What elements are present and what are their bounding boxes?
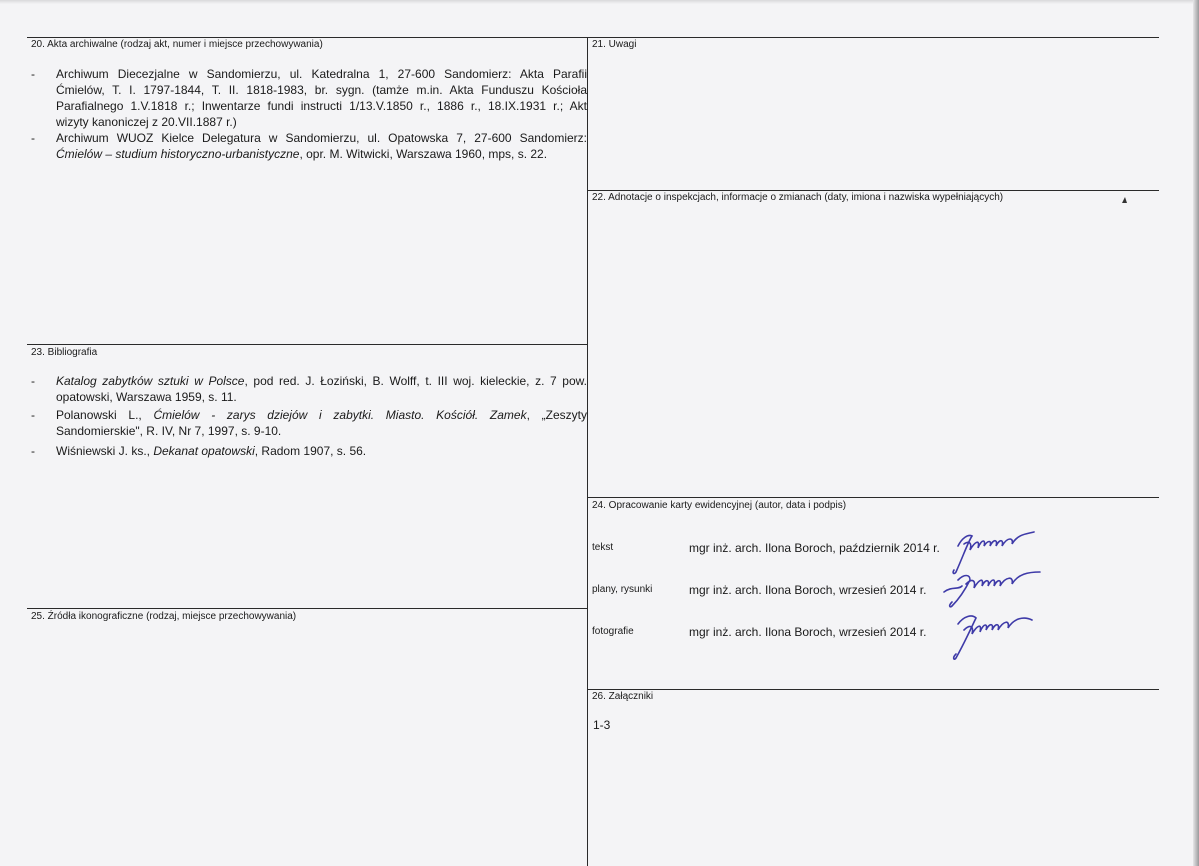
row-value-plans: mgr inż. arch. Ilona Boroch, wrzesień 2014 r. [689, 583, 927, 597]
archive-item-2 [31, 130, 587, 162]
scan-speck-mark [1121, 196, 1129, 204]
bullet-dash: - [31, 374, 35, 388]
row-value-photos: mgr inż. arch. Ilona Boroch, wrzesień 2014 r. [689, 625, 927, 639]
bullet-dash: - [31, 131, 35, 145]
bibliography-item-2-journal: , „Zeszyty [526, 408, 587, 422]
bibliography-item-1-details: , pod red. J. Łoziński, B. Wolff, t. III woj. kieleckie, z. 7 pow. [244, 374, 587, 388]
archive-item-2-line-2 [56, 146, 587, 162]
rule-25 [27, 608, 588, 609]
rule-22 [587, 190, 1159, 191]
archive-item-2-title: Ćmielów – studium historyczno-urbanistyczne [56, 147, 300, 161]
row-label-photos: fotografie [592, 626, 634, 637]
signature-2 [936, 566, 1048, 610]
bullet-dash: - [31, 444, 35, 458]
bibliography-item-3-line-1 [56, 443, 587, 459]
row-label-text: tekst [592, 542, 614, 553]
bullet-dash: - [31, 408, 35, 422]
section-25-heading: 25. Źródła ikonograficzne (rodzaj, miejsce przechowywania) [31, 611, 297, 622]
bibliography-item-3 [31, 443, 587, 459]
bibliography-item-1-line-1 [56, 373, 587, 389]
bibliography-item-3-details: , Radom 1907, s. 56. [254, 444, 367, 458]
bibliography-item-1-title: Katalog zabytków sztuki w Polsce [56, 374, 245, 388]
scan-top-edge [0, 0, 1199, 4]
bibliography-item-2-line-2: Sandomierskie", R. IV, Nr 7, 1997, s. 9-10. [56, 424, 282, 438]
bibliography-item-2-title: Ćmielów - zarys dziejów i zabytki. Miasto. Kościół. Zamek [153, 408, 527, 422]
archive-item-1 [31, 66, 587, 130]
bullet-dash: - [31, 67, 35, 81]
bibliography-item-3-title: Dekanat opatowski [153, 444, 255, 458]
row-value-text: mgr inż. arch. Ilona Boroch, październik 2014 r. [689, 541, 940, 555]
archive-item-1-line-3: Parafialnego 1.V.1818 r.; Inwentarze fundi instructi 1/13.V.1850 r., 1886 r., 18.IX.1931 r.; Akt [56, 99, 587, 113]
section-23-heading: 23. Bibliografia [31, 347, 98, 358]
archive-item-2-line-1: Archiwum WUOZ Kielce Delegatura w Sandomierzu, ul. Opatowska 7, 27-600 Sandomierz: [56, 131, 587, 145]
rule-24 [587, 497, 1159, 498]
row-label-plans: plany, rysunki [592, 584, 653, 595]
section-22-heading: 22. Adnotacje o inspekcjach, informacje o zmianach (daty, imiona i nazwiska wypełniających) [592, 192, 1004, 203]
bibliography-item-1-line-2: opatowski, Warszawa 1959, s. 11. [56, 390, 237, 404]
section-21-heading: 21. Uwagi [592, 39, 637, 50]
section-20-heading: 20. Akta archiwalne (rodzaj akt, numer i miejsce przechowywania) [31, 39, 323, 50]
section-26-heading: 26. Załączniki [592, 691, 654, 702]
rule-23 [27, 344, 588, 345]
bibliography-item-2-author: Polanowski L., [56, 408, 154, 422]
archive-item-1-line-2: Ćmielów, T. I. 1797-1844, T. II. 1818-1983, br. sygn. (tamże m.in. Akta Funduszu Kościoła [56, 83, 587, 97]
attachments-value: 1-3 [593, 718, 611, 732]
bibliography-item-2-line-1 [56, 407, 587, 423]
archive-item-1-line-4: wizyty kanoniczej z 20.VII.1887 r.) [56, 115, 237, 129]
rule-26 [587, 689, 1159, 690]
archive-item-2-details: , opr. M. Witwicki, Warszawa 1960, mps, s. 22. [299, 147, 548, 161]
bibliography-item-2 [31, 407, 587, 439]
archive-item-1-line-1: Archiwum Diecezjalne w Sandomierzu, ul. Katedralna 1, 27-600 Sandomierz: Akta Parafii [56, 67, 587, 81]
bibliography-item-1 [31, 373, 587, 405]
center-divider [587, 37, 588, 866]
bibliography-item-3-author: Wiśniewski J. ks., [56, 444, 154, 458]
scan-right-edge [1193, 0, 1199, 866]
section-24-heading: 24. Opracowanie karty ewidencyjnej (autor, data i podpis) [592, 500, 847, 511]
signature-3 [944, 608, 1040, 664]
top-rule [27, 37, 1159, 38]
